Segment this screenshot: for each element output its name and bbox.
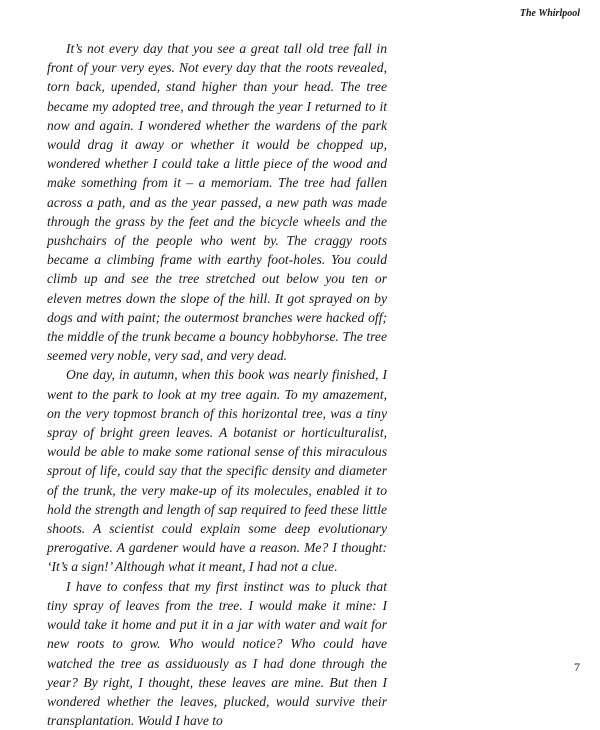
running-title: The Whirlpool bbox=[519, 8, 580, 19]
page-number: 7 bbox=[574, 660, 580, 674]
body-text bbox=[47, 39, 387, 730]
paragraph: I have to confess that my first instinct was to pluck that tiny spray of leaves from the tree. I would make it mine: I would take it home and put it in a jar with water and wait for new roots to grow. Who would notice? Who could have watched the tree as assiduously as I had done through the year? By right, I thought, these leaves are mine. But then I wondered whether the leaves, plucked, would survive their transplantation. Would I have to bbox=[47, 578, 387, 729]
paragraph: It’s not every day that you see a great tall old tree fall in front of your very eyes. Not every day that the roots revealed, torn back, upended, stand higher than your head. The tree became my adopted tree, and through the year I returned to it now and again. I wondered whether the wardens of the park would drag it away or whether it would be chopped up, wondered whether I could take a little piece of the wood and make something from it – a memoriam. The tree had fallen across a path, and as the year passed, a new path was made through the grass by the feet and the bicycle wheels and the pushchairs of the people who went by. The craggy roots became a climbing frame with earthy foot-holes. You could climb up and see the tree stretched out below you ten or eleven metres down the slope of the hill. It got sprayed on by dogs and with paint; the outermost branches were hacked off; the middle of the trunk became a bouncy hobbyhorse. The tree seemed very noble, very sad, and very dead. bbox=[47, 41, 387, 364]
paragraph: One day, in autumn, when this book was nearly finished, I went to the park to look at my tree again. To my amazement, on the very topmost branch of this horizontal tree, was a tiny spray of bright green leaves. A botanist or horticulturalist, would be able to make some rational sense of this miraculous sprout of life, could say that the specific density and diameter of the trunk, the very make-up of its molecules, enabled it to hold the strength and length of sap required to feed these little shoots. A scientist could explain some deep evolutionary prerogative. A gardener would have a reason. Me? I thought: ‘It’s a sign!’ Although what it meant, I had not a clue. bbox=[47, 367, 387, 575]
